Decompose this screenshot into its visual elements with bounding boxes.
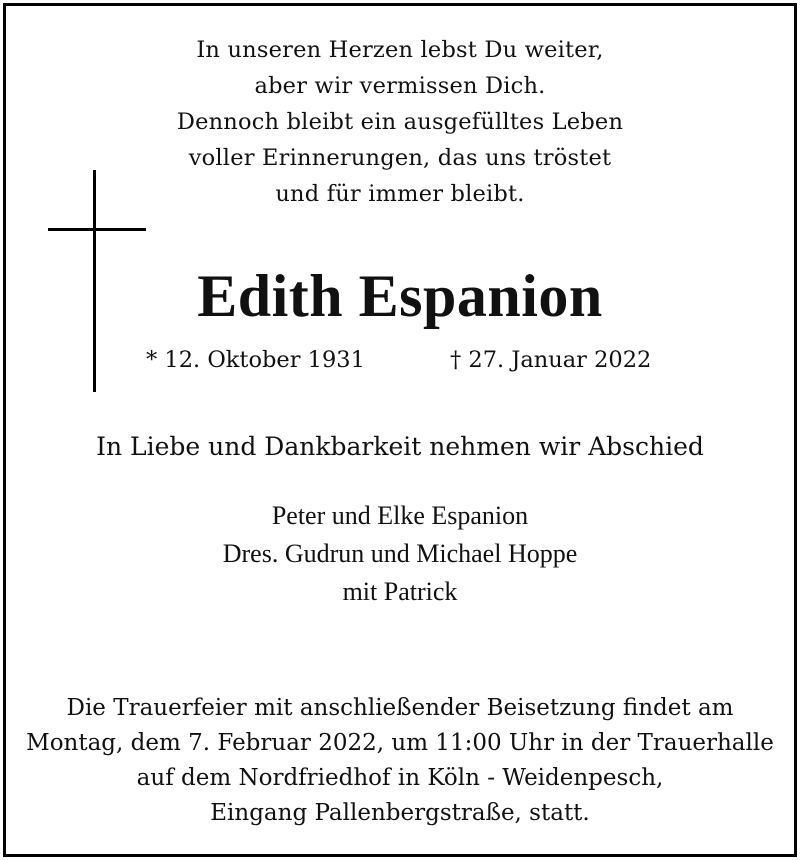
funeral-service-info <box>0 691 800 831</box>
poem-line: In unseren Herzen lebst Du weiter, <box>196 37 604 63</box>
death-date: † 27. Januar 2022 <box>450 347 652 373</box>
service-line: auf dem Nordfriedhof in Köln - Weidenpesch, <box>136 765 664 791</box>
farewell-statement: In Liebe und Dankbarkeit nehmen wir Abschied <box>96 432 704 461</box>
poem-line: Dennoch bleibt ein ausgefülltes Leben <box>176 109 624 135</box>
mourner-line: Peter und Elke Espanion <box>271 501 529 530</box>
poem-line: aber wir vermissen Dich. <box>254 73 546 99</box>
poem-line: und für immer bleibt. <box>275 181 525 207</box>
service-line: Die Trauerfeier mit anschließender Beisetzung findet am <box>66 695 734 721</box>
deceased-name: Edith Espanion <box>197 263 603 329</box>
service-line: Eingang Pallenbergstraße, statt. <box>210 800 590 826</box>
mourner-line: mit Patrick <box>342 577 458 606</box>
service-line: Montag, dem 7. Februar 2022, um 11:00 Uhr in der Trauerhalle <box>26 730 774 756</box>
cross-horizontal-bar <box>48 228 146 231</box>
birth-date: * 12. Oktober 1931 <box>146 347 365 373</box>
poem-line: voller Erinnerungen, das uns tröstet <box>188 145 612 171</box>
mourners-list <box>0 497 800 611</box>
mourner-line: Dres. Gudrun und Michael Hoppe <box>222 539 578 568</box>
